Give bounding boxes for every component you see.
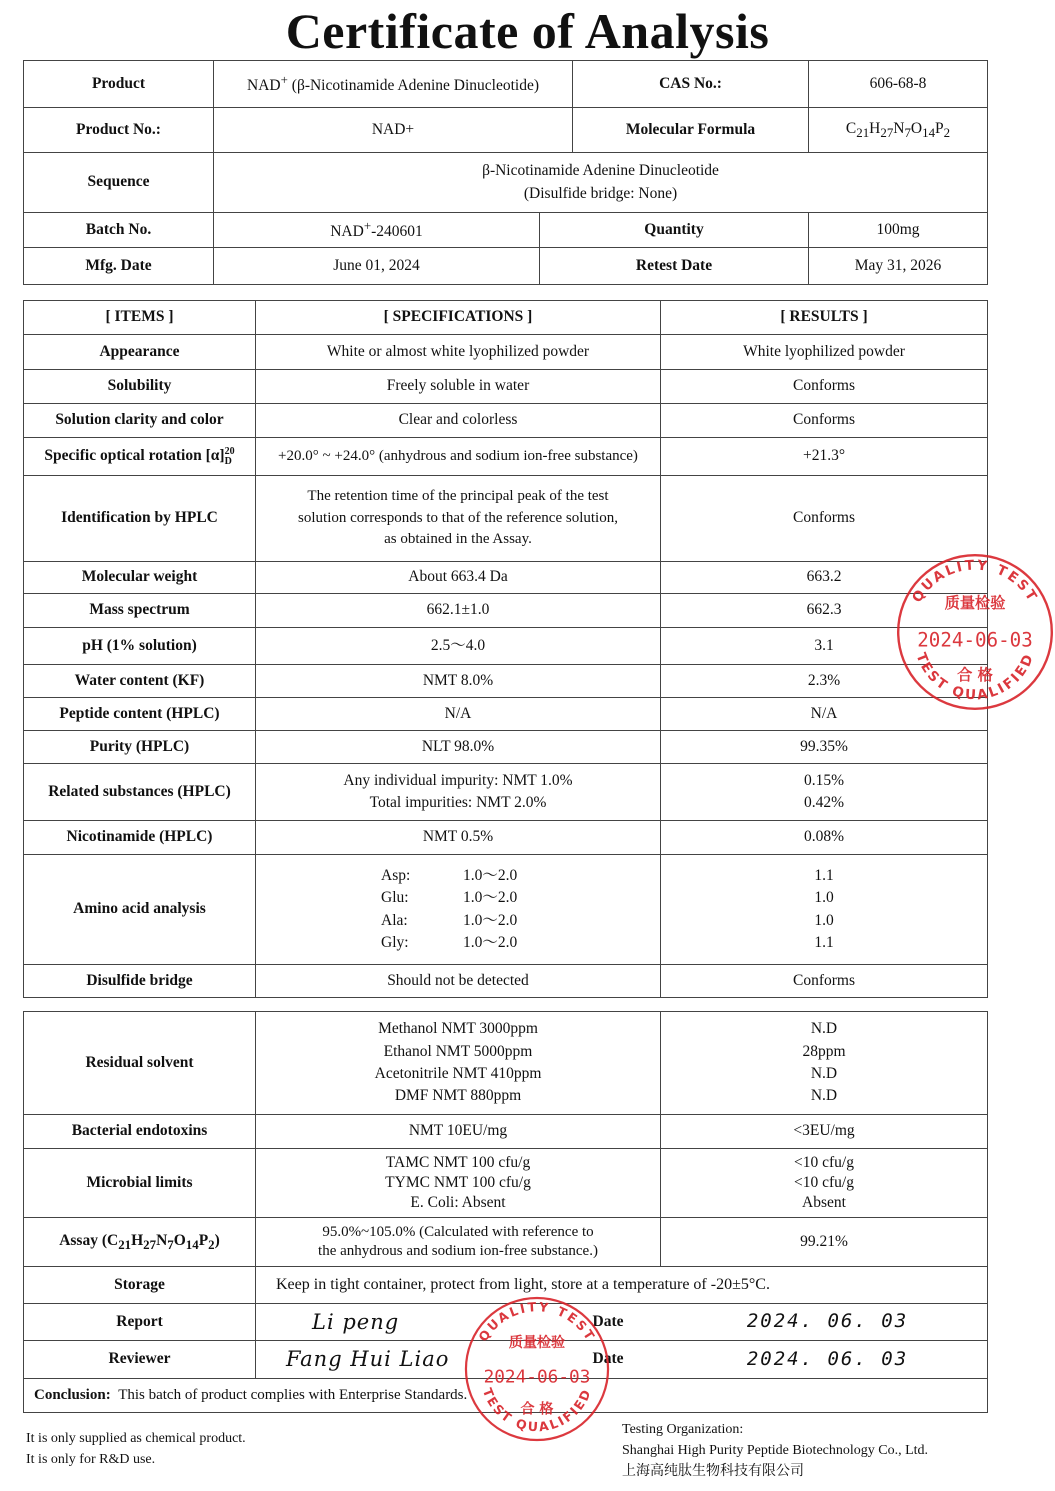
table-row: Residual solvent Methanol NMT 3000ppm Ethanol NMT 5000ppm Acetonitrile NMT 410ppm DMF NMT 880ppm N.D 28ppm N.D N.D <box>24 1012 988 1115</box>
quality-stamp-right <box>895 532 1055 732</box>
quantity-value: 100mg <box>809 213 988 248</box>
cas-label: CAS No.: <box>573 61 809 108</box>
batch-label: Batch No. <box>24 213 214 248</box>
conclusion-row: Conclusion: This batch of product complies with Enterprise Standards. <box>24 1379 988 1413</box>
reviewer-row: Reviewer Fang Hui Liao Date 2024. 06. 03 <box>24 1341 988 1379</box>
document-title: Certificate of Analysis <box>285 3 770 59</box>
table-row: pH (1% solution) 2.5～4.0 3.1 <box>24 628 988 665</box>
report-row: Report Li peng Date 2024. 06. 03 <box>24 1304 988 1341</box>
formula-label: Molecular Formula <box>573 108 809 153</box>
product-value: NAD+ (β-Nicotinamide Adenine Dinucleotide) <box>214 61 573 108</box>
quality-stamp-bottom <box>463 1295 611 1443</box>
product-label: Product <box>24 61 214 108</box>
svg-text:QUALITY TEST: QUALITY TEST <box>475 1299 599 1345</box>
svg-text:合 格: 合 格 <box>520 1401 554 1418</box>
svg-text:质量检验: 质量检验 <box>508 1334 566 1351</box>
table-row: Identification by HPLC The retention time of the principal peak of the test solution corresponds to that of the reference solution, as obtained in the Assay. Conforms <box>24 476 988 562</box>
cas-value: 606-68-8 <box>809 61 988 108</box>
testing-organization: Testing Organization: Shanghai High Purity Peptide Biotechnology Co., Ltd. 上海高纯肽生物科技有限公司 <box>622 1422 929 1479</box>
svg-text:TEST QUALIFIED: TEST QUALIFIED <box>912 650 1038 704</box>
mfg-value: June 01, 2024 <box>214 248 540 285</box>
quantity-label: Quantity <box>540 213 809 248</box>
batch-value: NAD+-240601 <box>214 213 540 248</box>
report-date: 2024. 06. 03 <box>746 1310 909 1333</box>
table-row: Bacterial endotoxins NMT 10EU/mg <3EU/mg <box>24 1115 988 1149</box>
svg-text:质量检验: 质量检验 <box>944 594 1006 612</box>
table-row: Amino acid analysis Asp: 1.0～2.0 Glu: 1.0～2.0 Ala: 1.0～2.0 Gly: 1.0～2.0 1.1 1.0 1.0 1.1 <box>24 855 988 965</box>
product-info-table <box>23 60 988 285</box>
table-row: Microbial limits TAMC NMT 100 cfu/g TYMC NMT 100 cfu/g E. Coli: Absent <10 cfu/g <10 cfu/g Absent <box>24 1149 988 1218</box>
svg-text:2024-06-03: 2024-06-03 <box>483 1367 591 1388</box>
table-row: Molecular weight About 663.4 Da 663.2 <box>24 562 988 594</box>
product-no-label: Product No.: <box>24 108 214 153</box>
table-row: Solubility Freely soluble in water Conforms <box>24 370 988 404</box>
table-row: Related substances (HPLC) Any individual impurity: NMT 1.0% Total impurities: NMT 2.0% 0.15% 0.42% <box>24 764 988 821</box>
table-row: Appearance White or almost white lyophilized powder White lyophilized powder <box>24 335 988 370</box>
product-no-value: NAD+ <box>214 108 573 153</box>
sequence-label: Sequence <box>24 153 214 213</box>
report-signature: Li peng <box>312 1309 400 1334</box>
table-row: Specific optical rotation [α] 20 D +20.0° ~ +24.0° (anhydrous and sodium ion-free substance) +21.3° <box>24 438 988 476</box>
table-row: Purity (HPLC) NLT 98.0% 99.35% <box>24 731 988 764</box>
sequence-value: β-Nicotinamide Adenine Dinucleotide (Disulfide bridge: None) <box>214 153 988 213</box>
table-row: Storage Keep in tight container, protect from light, store at a temperature of -20±5°C. <box>24 1267 988 1304</box>
svg-text:TEST QUALIFIED: TEST QUALIFIED <box>479 1385 595 1435</box>
retest-value: May 31, 2026 <box>809 248 988 285</box>
table-row: Disulfide bridge Should not be detected Conforms <box>24 965 988 998</box>
svg-text:合 格: 合 格 <box>957 666 993 684</box>
table-row: Nicotinamide (HPLC) NMT 0.5% 0.08% <box>24 821 988 855</box>
items-header: [ ITEMS ] <box>24 301 256 335</box>
table-row: Water content (KF) NMT 8.0% 2.3% <box>24 665 988 698</box>
tests-table <box>23 300 988 998</box>
results-header: [ RESULTS ] <box>661 301 988 335</box>
table-row: Assay $(C_{21}H_{27}N_7O_{14}P_2)$ 95.0%~105.0% (Calculated with reference to the anhydrous and sodium ion-free substance.) 99.21% <box>24 1218 988 1267</box>
footer-notes: It is only supplied as chemical product. It is only for R&D use. <box>26 1431 246 1467</box>
svg-text:QUALITY TEST: QUALITY TEST <box>909 557 1041 606</box>
table-row: Solution clarity and color Clear and colorless Conforms <box>24 404 988 438</box>
table-row: Peptide content (HPLC) N/A N/A <box>24 698 988 731</box>
specs-header: [ SPECIFICATIONS ] <box>256 301 661 335</box>
table-row: Mass spectrum 662.1±1.0 662.3 <box>24 594 988 628</box>
formula-value: $C_{21}H_{27}N_7O_{14}P_2$ <box>809 108 988 153</box>
retest-label: Retest Date <box>540 248 809 285</box>
mfg-label: Mfg. Date <box>24 248 214 285</box>
svg-text:2024-06-03: 2024-06-03 <box>917 628 1033 652</box>
reviewer-date: 2024. 06. 03 <box>746 1347 909 1370</box>
reviewer-signature: Fang Hui Liao <box>286 1347 450 1372</box>
